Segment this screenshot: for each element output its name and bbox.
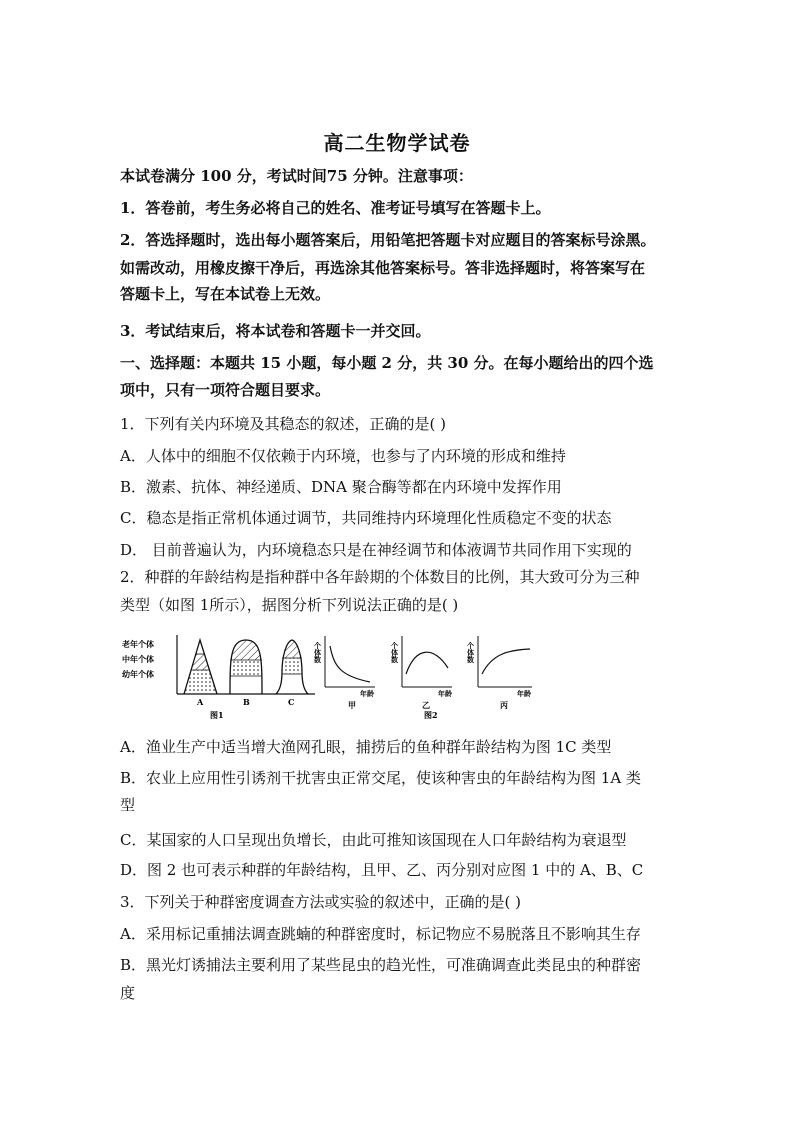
fig2-panel-yi	[391, 636, 453, 710]
q1-option-b: B．激素、抗体、神经递质、DNA 聚合酶等都在内环境中发挥作用	[120, 478, 562, 496]
fig2-yi-label: 乙	[422, 700, 430, 710]
fig2-bing-ylabel: 个体数	[466, 642, 476, 663]
fig1-type-b: B	[243, 697, 250, 707]
fig1-label-old: 老年个体	[122, 639, 154, 649]
page-title: 高二生物学试卷	[323, 131, 471, 155]
fig1-caption: 图1	[210, 710, 224, 720]
fig2-bing-label: 丙	[500, 700, 508, 710]
section-1-heading-line-1: 一、选择题：本题共 15 小题，每小题 2 分，共 30 分。在每小题给出的四个选	[120, 354, 654, 372]
q2-option-d: D．图 2 也可表示种群的年龄结构，且甲、乙、丙分别对应图 1 中的 A、B、C	[120, 861, 644, 879]
fig1-label-young: 幼年个体	[122, 669, 154, 679]
q2-stem-line-1: 2．种群的年龄结构是指种群中各年龄期的个体数目的比例，其大致可分为三种	[120, 568, 640, 586]
fig2-panel-bing	[467, 636, 533, 710]
notice-item-1: 1．答卷前，考生务必将自己的姓名、准考证号填写在答题卡上。	[120, 199, 551, 217]
q3-option-a: A．采用标记重捕法调查跳蝻的种群密度时，标记物应不易脱落且不影响其生存	[120, 925, 641, 943]
fig1-shape-c-fill	[275, 632, 315, 674]
q1-option-a: A．人体中的细胞不仅依赖于内环境，也参与了内环境的形成和维持	[120, 447, 566, 465]
fig1-type-c: C	[288, 697, 295, 707]
q3-option-b-line-2: 度	[120, 984, 136, 1002]
q2-option-a: A．渔业生产中适当增大渔网孔眼，捕捞后的鱼种群年龄结构为图 1C 类型	[120, 738, 612, 756]
age-structure-figure	[120, 632, 550, 722]
fig2-panel-jia	[314, 636, 376, 710]
fig2-bing-xlabel: 年龄	[517, 689, 531, 698]
q2-option-b-line-1: B．农业上应用性引诱剂干扰害虫正常交尾，使该种害虫的年龄结构为图 1A 类	[120, 769, 641, 787]
q2-stem-line-2: 类型（如图 1所示），据图分析下列说法正确的是( )	[120, 596, 459, 614]
fig2-jia-curve	[330, 646, 370, 682]
fig1-label-middle: 中年个体	[122, 654, 154, 664]
q1-option-c: C．稳态是指正常机体通过调节，共同维持内环境理化性质稳定不变的状态	[120, 509, 612, 527]
fig1-type-a: A	[197, 697, 204, 707]
fig2-yi-curve	[406, 652, 448, 674]
notice-item-2-line-3: 答题卡上，写在本试卷上无效。	[120, 285, 331, 303]
fig2-bing-curve	[482, 649, 530, 674]
q1-option-d: D． 目前普遍认为，内环境稳态只是在神经调节和体液调节共同作用下实现的	[120, 541, 632, 559]
fig2-jia-xlabel: 年龄	[360, 689, 374, 698]
fig2-jia-label: 甲	[348, 700, 356, 710]
q2-option-c: C．某国家的人口呈现出负增长，由此可推知该国现在人口年龄结构为衰退型	[120, 831, 627, 849]
section-1-heading-line-2: 项中，只有一项符合题目要求。	[120, 381, 331, 399]
fig2-yi-xlabel: 年龄	[438, 689, 452, 698]
fig2-yi-ylabel: 个体数	[390, 642, 400, 663]
notice-item-3: 3．考试结束后，将本试卷和答题卡一并交回。	[120, 322, 431, 340]
q3-stem: 3．下列关于种群密度调查方法或实验的叙述中，正确的是( )	[120, 893, 522, 911]
notice-item-2-line-1: 2．答选择题时，选出每小题答案后，用铅笔把答题卡对应题目的答案标号涂黑。	[120, 231, 656, 249]
notice-item-2-line-2: 如需改动，用橡皮擦干净后，再选涂其他答案标号。答非选择题时，将答案写在	[120, 259, 646, 277]
fig2-caption: 图2	[424, 710, 438, 720]
fig2-jia-ylabel: 个体数	[313, 642, 323, 663]
q2-option-b-line-2: 型	[120, 796, 136, 814]
notice-intro: 本试卷满分 100 分，考试时间75 分钟。注意事项：	[120, 167, 473, 185]
q1-stem: 1．下列有关内环境及其稳态的叙述，正确的是( )	[120, 415, 447, 433]
q2-figure	[120, 632, 550, 722]
q3-option-b-line-1: B．黑光灯诱捕法主要利用了某些昆虫的趋光性，可准确调查此类昆虫的种群密	[120, 956, 642, 974]
